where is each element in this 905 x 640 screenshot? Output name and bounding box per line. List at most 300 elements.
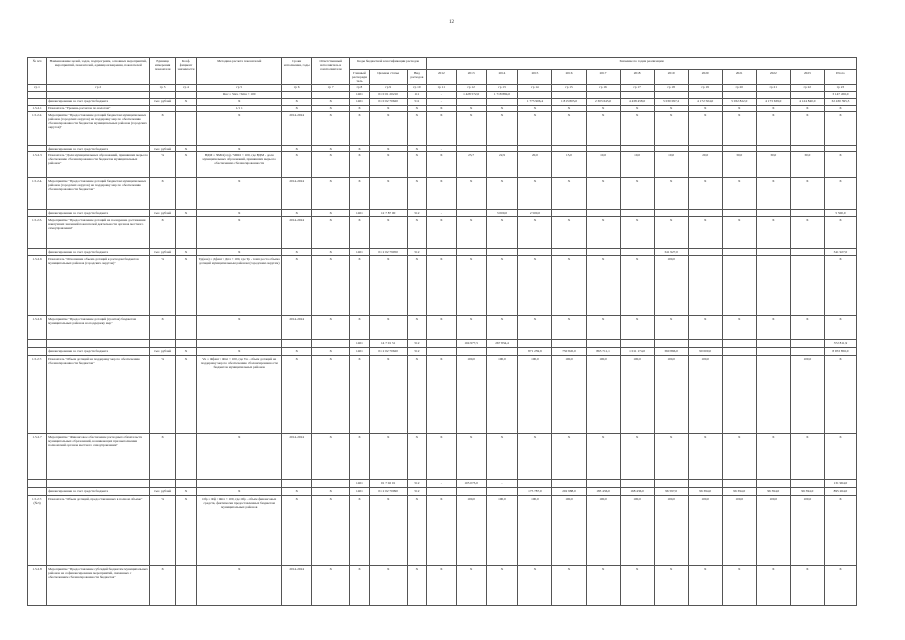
table-cell: X (312, 316, 350, 340)
table-cell: X (150, 316, 176, 340)
table-cell: X (620, 434, 654, 480)
table-cell: 341 927,0 (654, 249, 688, 256)
table-cell: 1.5.2.6 (28, 316, 47, 340)
table-cell: финансирование за счет средств бюджета (47, 249, 150, 256)
table-cell (790, 249, 824, 256)
table-cell: X (486, 434, 518, 480)
table-cell (426, 348, 456, 356)
table-cell: X (150, 566, 176, 606)
table-cell: X (756, 566, 790, 606)
table-cell: X (456, 566, 486, 606)
table-row (28, 434, 857, 480)
table-cell: 512 (407, 249, 426, 256)
table-cell: X (369, 256, 407, 316)
table-cell (518, 249, 552, 256)
table-cell: X (456, 434, 486, 480)
table-cell: Показатель "Доля муниципальных образований, принявших меры по обеспечению сбалансированности бюджетов муниципальных районов" (47, 152, 150, 178)
table-cell: 96 394,0 (790, 488, 824, 496)
table-cell: X (350, 105, 369, 111)
table-cell: X (790, 217, 824, 249)
table-cell (586, 249, 620, 256)
table-cell: X (688, 112, 722, 146)
table-cell: 895 264,0 (824, 488, 856, 496)
table-cell: - (426, 210, 456, 217)
table-cell: X (350, 146, 369, 152)
table-cell: X (407, 152, 426, 178)
table-cell: финансирование за счет средств бюджета (47, 348, 150, 356)
table-cell: X (407, 356, 426, 434)
table-cell (47, 340, 150, 348)
table-cell: X (426, 217, 456, 249)
table-cell: Показатель "Уровень расчетов по налогам" (47, 105, 150, 111)
table-cell: 2014-2024 (282, 434, 312, 480)
hdr-coef: Коэф. фициент значимости (175, 58, 196, 85)
table-cell (28, 91, 47, 98)
table-cell (756, 340, 790, 348)
column-number: гр 9 (369, 84, 407, 91)
table-cell (620, 91, 654, 98)
table-cell: X (620, 217, 654, 249)
table-cell: 100,0 (654, 496, 688, 566)
table-cell: X (824, 152, 856, 178)
column-number: гр 3 (150, 84, 176, 91)
column-number: гр 6 (282, 84, 312, 91)
table-cell: 22,9 (486, 152, 518, 178)
table-cell: X (654, 217, 688, 249)
table-cell: X (407, 146, 426, 152)
table-cell: X (197, 566, 282, 606)
table-cell: X (456, 316, 486, 340)
table-cell: 4 124 840,0 (790, 98, 824, 105)
table-cell: X (518, 434, 552, 480)
table-cell: 1.5.2.7 (28, 434, 47, 480)
table-cell: X (586, 566, 620, 606)
table-cell: X (654, 178, 688, 210)
table-cell: X (586, 316, 620, 340)
table-row (28, 356, 857, 434)
table-cell (722, 210, 756, 217)
table-cell: Мероприятие "Предоставление дотаций бюджетам муниципальных районов (городских округов) на поддержку мер по обеспечению сбалансированности бюджетов" (47, 178, 150, 210)
table-cell: X (456, 105, 486, 111)
table-cell: X (586, 112, 620, 146)
table-cell: X (369, 146, 407, 152)
table-cell: X (824, 356, 856, 434)
column-number: гр 22 (790, 84, 824, 91)
hdr-budget-sub: Главный распорядитель (350, 70, 369, 85)
table-cell: 1.5.2.3 (28, 152, 47, 178)
table-cell: 100,0 (586, 496, 620, 566)
table-cell (282, 91, 312, 98)
hdr-method: Методика расчета показателей (197, 58, 282, 85)
table-cell: X (312, 98, 350, 105)
table-cell: X (282, 210, 312, 217)
table-cell: X (426, 112, 456, 146)
table-cell: 10,0 (586, 152, 620, 178)
table-cell (620, 340, 654, 348)
table-cell: X (722, 112, 756, 146)
table-cell: X (426, 316, 456, 340)
hdr-year: 2013 (456, 70, 486, 85)
table-cell (722, 249, 756, 256)
table-cell: 1.5.2.6 (28, 256, 47, 316)
table-cell (756, 348, 790, 356)
table-cell: X (150, 112, 176, 146)
column-number: гр 14 (518, 84, 552, 91)
table-cell: 1.5.2.7. (№3) (28, 496, 47, 566)
table-cell: финансирование за счет средств бюджета (47, 210, 150, 217)
table-cell: 1401 (350, 480, 369, 488)
column-number: гр 8 (350, 84, 369, 91)
table-cell: X (756, 434, 790, 480)
table-cell: 100,0 (790, 496, 824, 566)
table-cell: 111 (407, 91, 426, 98)
table-cell: 372 811,9 (824, 340, 856, 348)
table-cell: X (426, 496, 456, 566)
table-cell: X (756, 217, 790, 249)
table-cell: 100,0 (688, 356, 722, 434)
table-cell (150, 340, 176, 348)
table-cell: Мероприятие "Предоставление дотаций бюджетам муниципальных районов (городских округов) на поддержку мер по обеспечению сбалансированности бюджетов муниципальных районов (городских округов)" (47, 112, 150, 146)
table-row (28, 348, 857, 356)
table-cell (586, 340, 620, 348)
table-cell: 8 953 856,0 (824, 348, 856, 356)
table-cell: X (486, 316, 518, 340)
table-cell (456, 98, 486, 105)
table-cell: 100,0 (722, 496, 756, 566)
table-cell (175, 480, 196, 488)
table-cell: X (654, 316, 688, 340)
table-cell: 1401 (350, 210, 369, 217)
table-cell: X (312, 434, 350, 480)
table-cell (552, 249, 586, 256)
table-cell (722, 480, 756, 488)
table-cell: X (486, 178, 518, 210)
table-cell: X (282, 348, 312, 356)
table-cell: Показатель "Объем дотаций, предоставленных в полном объеме" (47, 496, 150, 566)
table-cell: X (620, 112, 654, 146)
table-cell: X (688, 566, 722, 606)
table-cell: X (197, 316, 282, 340)
table-cell (552, 480, 586, 488)
table-cell: X (350, 316, 369, 340)
table-cell: 5 030 097,2 (654, 98, 688, 105)
table-cell: 202 988,0 (552, 488, 586, 496)
table-cell: 100,0 (654, 356, 688, 434)
table-cell: Показатель "Отношение объема дотаций к расходам бюджетов муниципальных районов (городских округов)" (47, 256, 150, 316)
table-cell: X (175, 249, 196, 256)
table-cell: 100,0 (486, 356, 518, 434)
table-cell: X (722, 105, 756, 111)
table-cell: X (369, 434, 407, 480)
table-cell: 96 597,0 (654, 488, 688, 496)
table-cell: X (350, 256, 369, 316)
table-cell (486, 249, 518, 256)
table-cell: 512 (407, 210, 426, 217)
table-cell (654, 340, 688, 348)
table-cell: X (312, 152, 350, 178)
table-cell: тыс. рублей (150, 249, 176, 256)
column-number: гр 2 (47, 84, 150, 91)
table-cell: X (282, 256, 312, 316)
table-cell: 1 718 884,0 (486, 91, 518, 98)
table-cell (175, 217, 196, 249)
table-cell: 5 032 822,0 (722, 98, 756, 105)
table-cell: X (486, 112, 518, 146)
table-cell (426, 340, 456, 348)
table-cell: 100,0 (456, 356, 486, 434)
table-cell: 10,0 (620, 152, 654, 178)
table-cell (175, 112, 196, 146)
table-cell: X (175, 348, 196, 356)
table-cell (790, 480, 824, 488)
table-cell (197, 340, 282, 348)
hdr-year: 2019 (654, 70, 688, 85)
table-cell: X (197, 146, 282, 152)
table-cell (456, 210, 486, 217)
table-cell: 1401 (350, 340, 369, 348)
table-cell: 341 927,0 (824, 249, 856, 256)
table-cell (688, 249, 722, 256)
table-cell: X (824, 566, 856, 606)
table-cell (688, 340, 722, 348)
table-cell: 2014-2024 (282, 316, 312, 340)
table-cell (586, 210, 620, 217)
table-cell: X (426, 178, 456, 210)
table-cell (722, 340, 756, 348)
table-cell: X (688, 178, 722, 210)
table-cell: 2014-2024 (282, 178, 312, 210)
table-cell: X (586, 178, 620, 210)
table-cell: 96 394,0 (688, 488, 722, 496)
table-cell (722, 348, 756, 356)
table-cell: X (150, 178, 176, 210)
table-cell: X (407, 105, 426, 111)
table-cell: X (722, 316, 756, 340)
table-cell (790, 91, 824, 98)
table-cell: X (790, 105, 824, 111)
table-cell (756, 256, 790, 316)
table-cell: 131 964,0 (824, 480, 856, 488)
table-cell (586, 91, 620, 98)
table-cell: X (175, 146, 196, 152)
table-cell (150, 480, 176, 488)
table-cell: X (312, 112, 350, 146)
column-number: гр 7 (312, 84, 350, 91)
table-cell (620, 249, 654, 256)
column-number: гр 12 (456, 84, 486, 91)
table-cell: X (426, 356, 456, 434)
table-cell: X (722, 178, 756, 210)
table-cell: X (197, 434, 282, 480)
table-cell: финансирование за счет средств бюджета (47, 146, 150, 152)
table-cell: X (552, 105, 586, 111)
table-cell (312, 91, 350, 98)
table-cell: X (824, 178, 856, 210)
hdr-year: 2014 (486, 70, 518, 85)
table-cell: 25,7 (456, 152, 486, 178)
column-number: гр 20 (722, 84, 756, 91)
table-cell: 1401 (350, 348, 369, 356)
table-cell: X (350, 566, 369, 606)
table-cell: X (426, 105, 456, 111)
hdr-values: Значение по годам реализации (426, 58, 856, 70)
hdr-year: 2016 (552, 70, 586, 85)
table-cell (756, 91, 790, 98)
table-cell: X (175, 256, 196, 316)
table-cell: 2 500,0 (518, 210, 552, 217)
table-cell: X (824, 316, 856, 340)
table-cell: 4 438 458,0 (620, 98, 654, 105)
table-cell: 267 834,4 (486, 340, 518, 348)
table-cell: Мероприятие "Предоставление субсидий бюджетам муниципальных районов на софинансирование мероприятий, связанных с обеспечением сбалансированности бюджетов" (47, 566, 150, 606)
table-cell: X (407, 566, 426, 606)
table-row (28, 256, 857, 316)
table-cell: X (350, 112, 369, 146)
table-cell: % (150, 256, 176, 316)
table-cell (175, 566, 196, 606)
hdr-year: 2012 (426, 70, 456, 85)
table-cell: 01 2 02 70090 (369, 488, 407, 496)
table-cell: 512 (407, 348, 426, 356)
table-cell (688, 256, 722, 316)
table-cell: X (407, 112, 426, 146)
table-cell: 1401 (350, 98, 369, 105)
table-cell (28, 480, 47, 488)
table-cell: X (369, 112, 407, 146)
hdr-name: Наименование целей, задач, подпрограмм, основных мероприятий, мероприятий, показателей, единица измерения, показателей (47, 58, 150, 85)
table-cell: X (654, 112, 688, 146)
table-cell: 01 7 02 01 (369, 480, 407, 488)
hdr-year: 2020 (688, 70, 722, 85)
table-cell: % (150, 152, 176, 178)
column-number: гр 23 (824, 84, 856, 91)
table-cell: 100,0 (486, 496, 518, 566)
table-cell: 1.5.2.1 (28, 105, 47, 111)
hdr-term: Сроки исполнения, годы (282, 58, 312, 85)
table-cell (654, 210, 688, 217)
table-cell: Ruc = Sisx / Smu × 100 (197, 91, 282, 98)
table-cell: X (150, 217, 176, 249)
table-cell (486, 488, 518, 496)
table-cell: X (312, 496, 350, 566)
table-cell: X (722, 434, 756, 480)
table-cell (197, 480, 282, 488)
table-cell: X (756, 112, 790, 146)
table-cell (756, 480, 790, 488)
table-cell: X (620, 178, 654, 210)
table-row (28, 340, 857, 348)
table-cell: 100,0 (552, 496, 586, 566)
table-cell: Мероприятие "Предоставление дотаций на поощрение достижения наилучших значений показателей деятельности органов местного самоуправления" (47, 217, 150, 249)
table-cell: 175 787,0 (518, 488, 552, 496)
table-cell: 1 428 572,0 (456, 91, 486, 98)
table-cell (175, 434, 196, 480)
table-cell: 100,0 (654, 256, 688, 316)
table-cell (620, 480, 654, 488)
table-cell: X (197, 217, 282, 249)
table-row (28, 91, 857, 98)
table-cell: X (407, 178, 426, 210)
table-cell: X (688, 105, 722, 111)
table-cell: X (350, 178, 369, 210)
table-cell (486, 98, 518, 105)
table-cell: X (688, 434, 722, 480)
table-cell: 10,0 (654, 152, 688, 178)
table-cell: 01 2 02 79050 (369, 249, 407, 256)
table-cell: X (586, 434, 620, 480)
table-cell: X (552, 178, 586, 210)
table-cell: тыс. рублей (150, 488, 176, 496)
table-cell: X (426, 566, 456, 606)
table-cell: 100,0 (756, 496, 790, 566)
table-row (28, 480, 857, 488)
column-number: гр 19 (688, 84, 722, 91)
table-cell: - (426, 146, 456, 152)
table-cell: финансирование за счет средств бюджета (47, 98, 150, 105)
table-cell: X (790, 112, 824, 146)
column-number: гр 13 (486, 84, 518, 91)
table-cell: X (790, 316, 824, 340)
table-cell (790, 210, 824, 217)
table-cell (282, 480, 312, 488)
table-cell: X (312, 178, 350, 210)
table-cell: X (175, 488, 196, 496)
table-cell: тыс. рублей (150, 98, 176, 105)
table-cell: X (756, 316, 790, 340)
hdr-unit: Единица измерения показателя (150, 58, 176, 85)
table-cell: X (518, 178, 552, 210)
table-cell (654, 480, 688, 488)
table-cell: - (426, 98, 456, 105)
table-cell (722, 91, 756, 98)
table-cell: 100,0 (518, 356, 552, 434)
table-cell: X (369, 496, 407, 566)
table-cell: % (150, 356, 176, 434)
table-cell (28, 210, 47, 217)
table-cell: X (518, 105, 552, 111)
table-cell: X (518, 256, 552, 316)
table-row (28, 152, 857, 178)
table-cell: 4 172 504,0 (688, 98, 722, 105)
table-cell: тыс. рублей (150, 210, 176, 217)
table-cell: X (350, 356, 369, 434)
table-cell: X (518, 217, 552, 249)
table-cell: X (586, 105, 620, 111)
table-cell: X (175, 356, 196, 434)
table-cell: X (426, 434, 456, 480)
table-cell: X (350, 217, 369, 249)
table-cell: X (824, 434, 856, 480)
hdr-total: Итого (824, 70, 856, 85)
table-cell: X (552, 256, 586, 316)
table-cell: X (518, 566, 552, 606)
table-cell: X (790, 566, 824, 606)
table-cell: X (486, 566, 518, 606)
table-cell: 183 436,0 (586, 488, 620, 496)
table-cell: X (312, 566, 350, 606)
table-cell: X (722, 217, 756, 249)
table-cell: 90 000,0 (688, 348, 722, 356)
table-cell: 30,0 (790, 152, 824, 178)
table-cell: X (150, 434, 176, 480)
table-cell: X (282, 249, 312, 256)
table-cell (456, 488, 486, 496)
table-cell: 865 711,1 (586, 348, 620, 356)
table-cell: X (197, 210, 282, 217)
table-cell: Показатель "Объем дотаций на поддержку мер по обеспечению сбалансированности бюджетов" (47, 356, 150, 434)
table-cell: 01 0 01 20210 (369, 91, 407, 98)
table-cell: X (824, 105, 856, 111)
